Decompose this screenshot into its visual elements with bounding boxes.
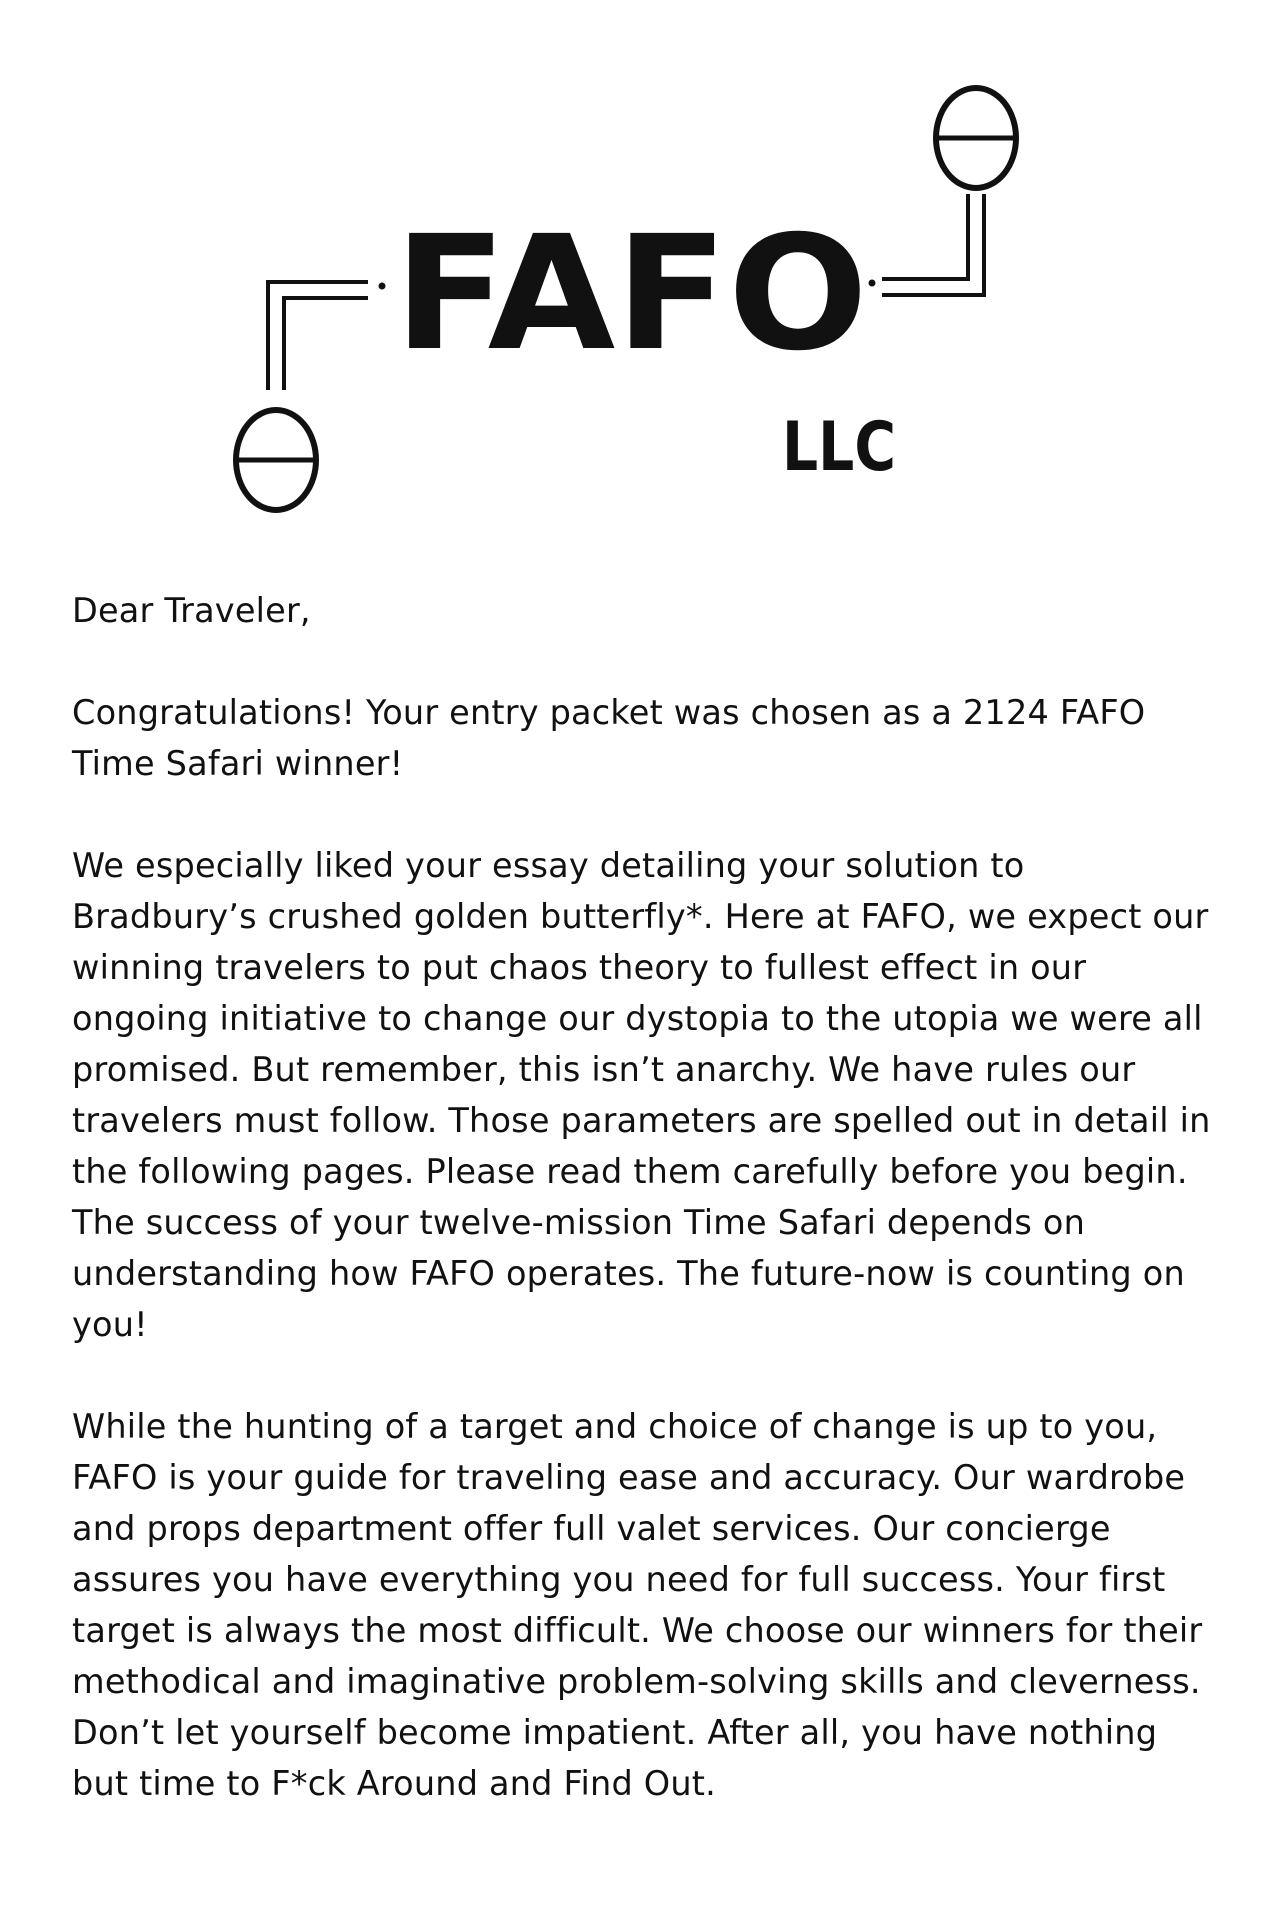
fafo-logo-graphic (200, 80, 1060, 540)
letter-body (72, 585, 1212, 1809)
right-dot-icon (869, 280, 876, 287)
left-theta-symbol-icon (236, 410, 316, 510)
letter-salutation: Dear Traveler, (72, 591, 311, 630)
left-bracket-line-icon (268, 282, 368, 390)
fafo-logo (200, 80, 1060, 540)
right-theta-symbol-icon (936, 88, 1016, 188)
left-dot-icon (379, 283, 386, 290)
letter-paragraph-3: While the hunting of a target and choice of change is up to you, FAFO is your guide for traveling ease and accuracy. Our wardrobe and props department offer full valet services. Our concierge assures you have everything you need for full success. Your first target is always the most difficult. We choose our winners for their methodical and imaginative problem-solving skills and cleverness. Don’t let yourself become impatient. After all, you have nothing but time to F*ck Around and Find Out. (72, 1407, 1203, 1803)
logo-suffix: LLC (782, 408, 896, 487)
letter-paragraph-2: We especially liked your essay detailing your solution to Bradbury’s crushed golden butterfly*. Here at FAFO, we expect our winning travelers to put chaos theory to fullest effect in our ongoing initiative to change our dystopia to the utopia we were all promised. But remember, this isn’t anarchy. We have rules our travelers must follow. Those parameters are spelled out in detail in the following pages. Please read them carefully before you begin. The success of your twelve-mission Time Safari depends on understanding how FAFO operates. The future-now is counting on you! (72, 846, 1211, 1344)
letter-paragraph-1: Congratulations! Your entry packet was chosen as a 2124 FAFO Time Safari winner! (72, 693, 1146, 783)
logo-wordmark: FAFO (394, 202, 868, 386)
right-bracket-line-icon (882, 194, 984, 295)
